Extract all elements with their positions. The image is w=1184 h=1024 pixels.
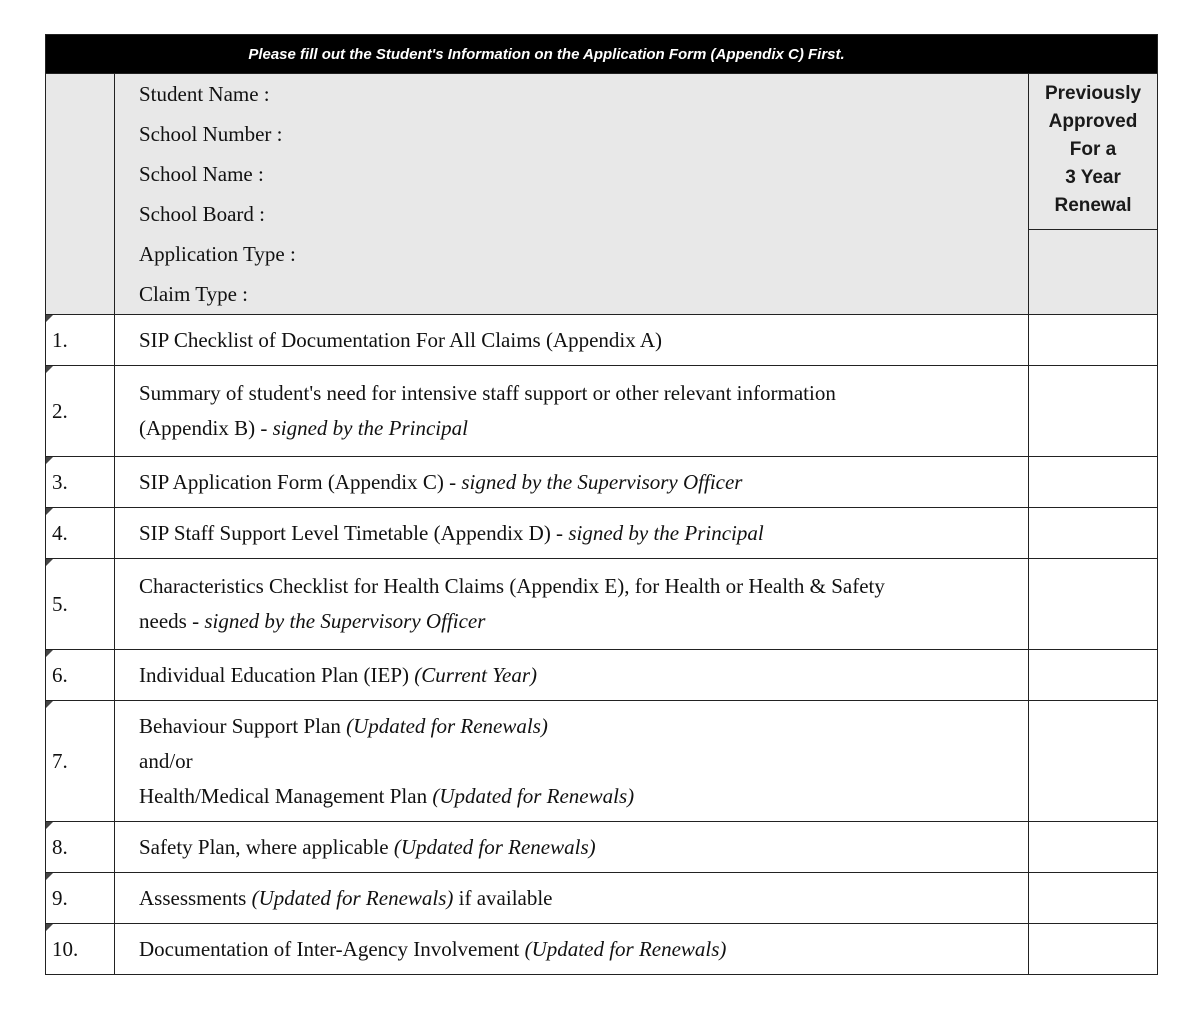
item-description-line — [139, 376, 1014, 411]
approval-checkbox-cell[interactable] — [1029, 315, 1158, 366]
item-description-italic-text: (Updated for Renewals) — [393, 834, 596, 859]
item-description-text: Health/Medical Management Plan — [139, 783, 433, 808]
item-number: 7. — [46, 701, 115, 822]
item-description-text: Documentation of Inter-Agency Involvement — [139, 936, 525, 961]
item-description-text: Individual Education Plan (IEP) — [139, 662, 415, 687]
instruction-banner-row — [46, 35, 1158, 74]
item-description-text: needs - — [139, 609, 205, 633]
checklist-row — [46, 701, 1158, 822]
item-description-text: (Appendix B) - — [139, 416, 273, 440]
item-description-line — [139, 323, 1014, 358]
item-description-italic-text: (Updated for Renewals) — [251, 885, 454, 910]
item-description-line — [139, 779, 1014, 814]
student-info-row — [46, 74, 1158, 315]
item-number: 8. — [46, 822, 115, 873]
item-description-text: Summary of student's need for intensive staff support or other relevant information — [139, 381, 836, 405]
item-description-line — [139, 830, 1014, 865]
item-description-line — [139, 932, 1014, 967]
student-field-label: School Name : — [139, 162, 264, 186]
approval-checkbox-cell[interactable] — [1029, 701, 1158, 822]
item-description-italic-text: signed by the Principal — [272, 416, 468, 440]
instruction-banner: Please fill out the Student's Information on the Application Form (Appendix C) First. — [46, 35, 1158, 74]
item-number: 5. — [46, 559, 115, 650]
item-description — [115, 873, 1029, 924]
item-description-italic-text: (Updated for Renewals) — [432, 783, 635, 808]
item-description-text: SIP Application Form (Appendix C) - — [139, 469, 462, 494]
item-number: 6. — [46, 650, 115, 701]
checklist-row — [46, 315, 1158, 366]
item-description-text: if available — [453, 885, 553, 910]
previously-approved-line: Renewal — [1054, 195, 1132, 216]
student-field-label: School Number : — [139, 122, 283, 146]
previously-approved-line: Previously — [1044, 83, 1142, 104]
student-field-label: Claim Type : — [139, 282, 248, 306]
checklist-row — [46, 650, 1158, 701]
item-number: 2. — [46, 366, 115, 457]
item-description-text: Characteristics Checklist for Health Claims (Appendix E), for Health or Health & Safety — [139, 574, 885, 598]
item-description-text: and/or — [139, 748, 193, 773]
item-description-italic-text: (Current Year) — [414, 662, 537, 687]
previously-approved-line: For a — [1069, 139, 1117, 160]
item-description-line — [139, 569, 1014, 604]
approval-checkbox-cell[interactable] — [1029, 822, 1158, 873]
item-description — [115, 366, 1029, 457]
item-description-line — [139, 658, 1014, 693]
checklist-row — [46, 457, 1158, 508]
checklist-row — [46, 366, 1158, 457]
previously-approved-line: 3 Year — [1065, 167, 1121, 188]
approval-checkbox-cell[interactable] — [1029, 924, 1158, 975]
approval-checkbox-cell[interactable] — [1029, 508, 1158, 559]
item-number: 9. — [46, 873, 115, 924]
item-description-text: Assessments — [139, 885, 252, 910]
item-description-line — [139, 604, 1014, 639]
item-description-line — [139, 881, 1014, 916]
item-description-text: SIP Staff Support Level Timetable (Appendix D) - — [139, 520, 569, 545]
item-description-italic-text: signed by the Supervisory Officer — [461, 469, 743, 494]
item-description-line — [139, 411, 1014, 446]
student-info-cell — [115, 74, 1029, 315]
item-number: 1. — [46, 315, 115, 366]
previously-approved-cell — [1029, 74, 1158, 315]
approval-checkbox-cell[interactable] — [1029, 873, 1158, 924]
item-description-text: SIP Checklist of Documentation For All Claims (Appendix A) — [139, 327, 663, 352]
info-number-cell — [46, 74, 115, 315]
documentation-checklist-table — [45, 34, 1158, 975]
item-description-italic-text: signed by the Supervisory Officer — [204, 609, 486, 633]
checklist-row — [46, 822, 1158, 873]
student-field-label: Student Name : — [139, 82, 270, 106]
item-description — [115, 315, 1029, 366]
student-field-list — [115, 74, 1028, 314]
item-description-line — [139, 709, 1014, 744]
checklist-row — [46, 873, 1158, 924]
checklist-row — [46, 508, 1158, 559]
previously-approved-line: Approved — [1048, 111, 1138, 132]
item-description-italic-text: signed by the Principal — [568, 520, 764, 545]
item-description-italic-text: (Updated for Renewals) — [346, 713, 548, 738]
checklist-row — [46, 924, 1158, 975]
item-description-line — [139, 744, 1014, 779]
item-description-line — [139, 516, 1014, 551]
item-number: 3. — [46, 457, 115, 508]
item-description-text: Safety Plan, where applicable — [139, 834, 394, 859]
previously-approved-header — [1029, 74, 1157, 230]
checklist-row — [46, 559, 1158, 650]
approval-checkbox-cell[interactable] — [1029, 366, 1158, 457]
item-description-text: Behaviour Support Plan — [139, 713, 347, 738]
approval-checkbox-cell[interactable] — [1029, 457, 1158, 508]
item-description — [115, 924, 1029, 975]
approval-checkbox-cell[interactable] — [1029, 559, 1158, 650]
item-description — [115, 559, 1029, 650]
item-description — [115, 650, 1029, 701]
item-description — [115, 822, 1029, 873]
item-description-line — [139, 465, 1014, 500]
student-field-label: Application Type : — [139, 242, 296, 266]
student-field-label: School Board : — [139, 202, 265, 226]
item-number: 10. — [46, 924, 115, 975]
item-description-italic-text: (Updated for Renewals) — [524, 936, 727, 961]
item-description — [115, 508, 1029, 559]
item-number: 4. — [46, 508, 115, 559]
item-description — [115, 701, 1029, 822]
item-description — [115, 457, 1029, 508]
approval-checkbox-cell[interactable] — [1029, 650, 1158, 701]
